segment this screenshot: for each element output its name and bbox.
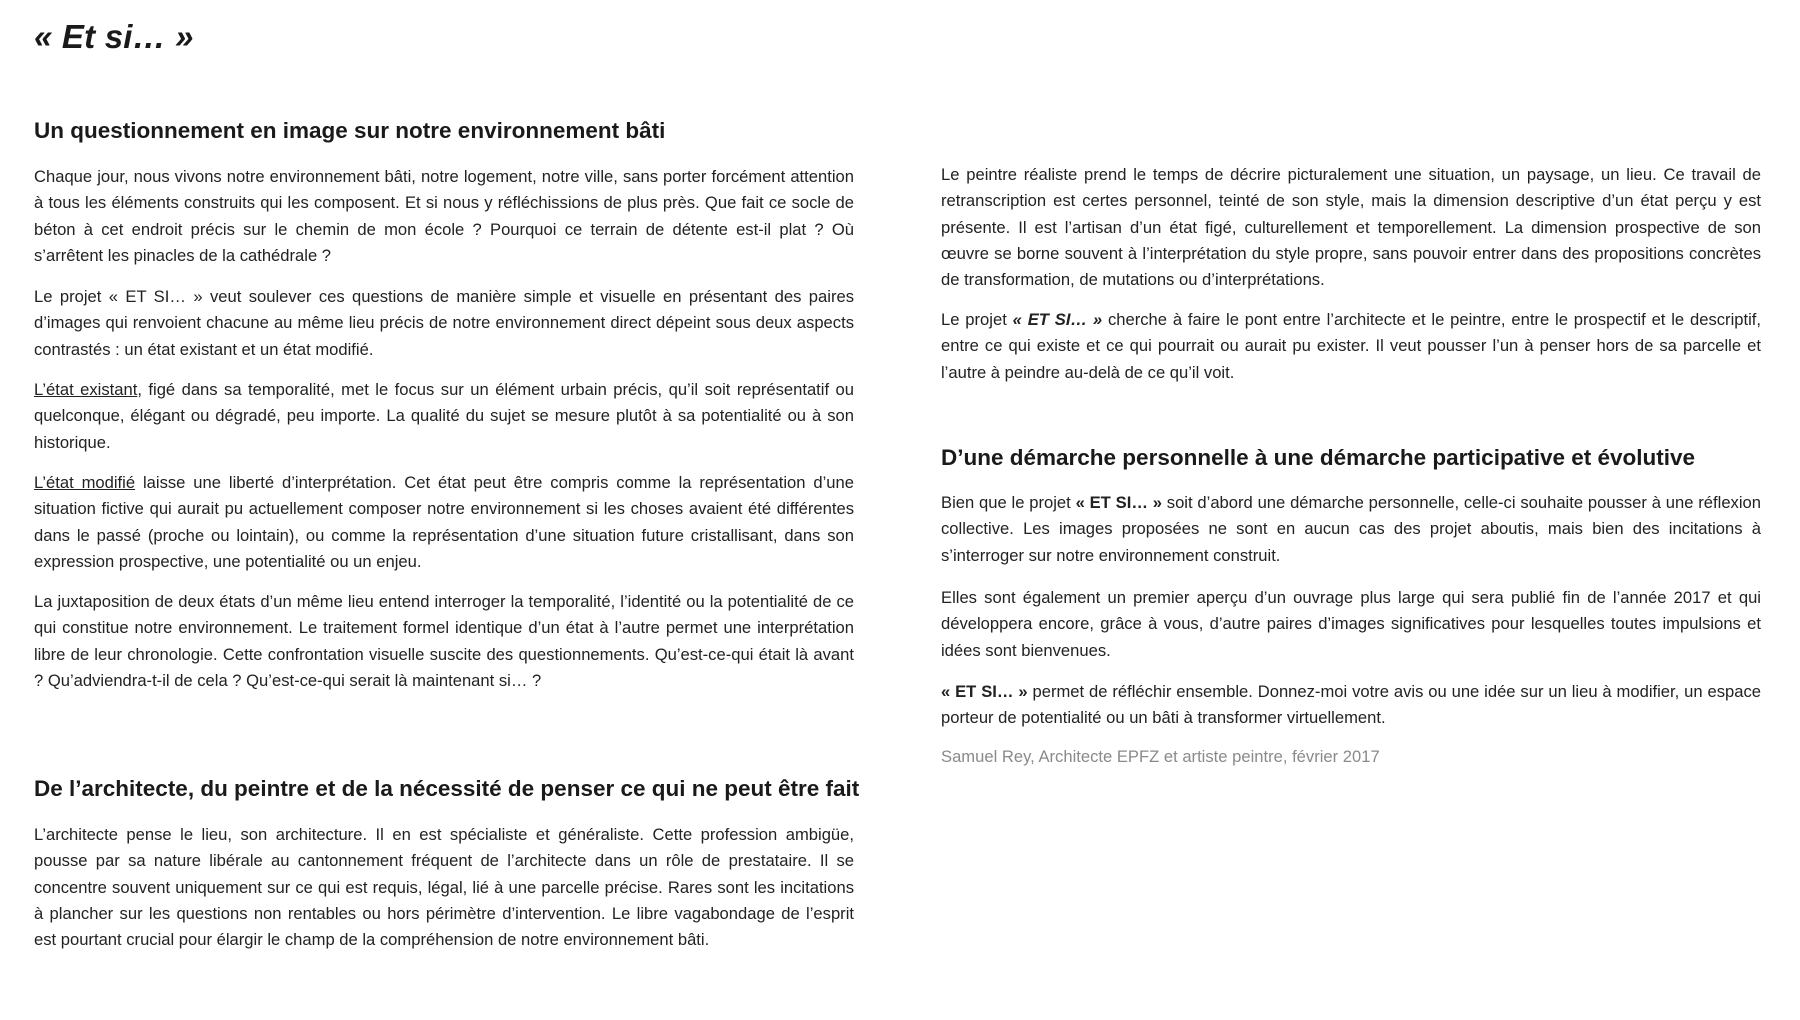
paragraph-etat-modifie-text: laisse une liberté d’interprétation. Cet état peut être compris comme la représentation d’une situation fictive qui aurait pu actuellement composer notre environnement si les choses avaient été différentes dans le passé (proche ou lointain), ou comme la représentation d’une situation future cristallisant, dans son expression prospective, une potentialité ou un enjeu. [34,473,854,571]
page-title: « Et si… » [34,18,194,55]
project-name: « ET SI… » [941,682,1028,701]
paragraph-pont-after: cherche à faire le pont entre l’architecte et le peintre, entre le prospectif et le descriptif, entre ce qui existe et ce qui pourrait ou aurait pu exister. Il veut pousser l’un à penser hors de sa parcelle et l’autre à peindre au-delà de ce qu’il voit. [941,310,1762,382]
paragraph-architecte: L’architecte pense le lieu, son architecture. Il en est spécialiste et généraliste. Cette profession ambigüe, pousse par sa nature libérale au cantonnement fréquent de l’architecte dans un rôle de prestataire. Il se concentre souvent uniquement sur ce qui est requis, légal, lié à une parcelle précise. Rares sont les incitations à plancher sur les questions non rentables ou hors périmètre d’intervention. Le libre vagabondage de l’esprit est pourtant crucial pour élargir le champ de la compréhension de notre environnement bâti. [34,825,854,950]
term-etat-modifie: L’état modifié [34,473,136,492]
author-signature: Samuel Rey, Architecte EPFZ et artiste peintre, février 2017 [941,747,1380,766]
paragraph-etat-modifie [34,470,854,575]
project-name: « ET SI… » [1012,310,1103,329]
paragraph-demarche-before: Bien que le projet [941,493,1076,512]
section-heading-demarche: D’une démarche personnelle à une démarche participative et évolutive [941,445,1696,470]
paragraph-reflechir-text: permet de réfléchir ensemble. Donnez-moi votre avis ou une idée sur un lieu à modifier, un espace porteur de potentialité ou un bâti à transformer virtuellement. [941,682,1761,728]
paragraph-reflechir [941,679,1761,732]
paragraph-ouvrage: Elles sont également un premier aperçu d’un ouvrage plus large qui sera publié fin de l’année 2017 et qui développera encore, grâce à vous, d’autre paires d’images significatives pour lesquelles toutes impulsions et idées sont bienvenues. [941,588,1761,660]
paragraph-etat-existant [34,377,854,456]
paragraph-intro: Chaque jour, nous vivons notre environnement bâti, notre logement, notre ville, sans porter forcément attention à tous les éléments construits qui les composent. Et si nous y réfléchissions de plus près. Que fait ce socle de béton à cet endroit précis sur le chemin de mon école ? Pourquoi ce terrain de détente est-il plat ? Où s’arrêtent les pinacles de la cathédrale ? [34,167,854,265]
paragraph-projet: Le projet « ET SI… » veut soulever ces questions de manière simple et visuelle en présentant des paires d’images qui renvoient chacune au même lieu précis de notre environnement direct dépeint sous deux aspects contrastés : un état existant et un état modifié. [34,287,854,359]
section-heading-questionnement: Un questionnement en image sur notre environnement bâti [34,118,666,143]
paragraph-pont-before: Le projet [941,310,1013,329]
paragraph-pont [941,307,1761,386]
paragraph-etat-existant-text: , figé dans sa temporalité, met le focus sur un élément urbain précis, qu’il soit représentatif ou quelconque, élégant ou dégradé, peu importe. La qualité du sujet se mesure plutôt à sa potentialité ou à son historique. [34,380,854,452]
paragraph-demarche [941,490,1761,569]
term-etat-existant: L’état existant [34,380,138,399]
section-heading-architecte: De l’architecte, du peintre et de la nécessité de penser ce qui ne peut être fait [34,776,860,801]
paragraph-peintre: Le peintre réaliste prend le temps de décrire picturalement une situation, un paysage, un lieu. Ce travail de retranscription est certes personnel, teinté de son style, mais la dimension descriptive d’un état perçu y est présente. Il est l’artisan d’un état figé, culturellement et temporellement. La dimension prospective de son œuvre se borne souvent à l’interprétation du style propre, sans pouvoir entrer dans des propositions concrètes de transformation, de mutations ou d’interprétations. [941,165,1761,290]
paragraph-demarche-after: soit d’abord une démarche personnelle, celle-ci souhaite pousser à une réflexion collective. Les images proposées ne sont en aucun cas des projet aboutis, mais bien des incitations à s’interroger sur notre environnement construit. [941,493,1761,565]
paragraph-juxtaposition: La juxtaposition de deux états d’un même lieu entend interroger la temporalité, l’identité ou la potentialité de ce qui constitue notre environnement. Le traitement formel identique d’un état à l’autre permet une interprétation libre de leur chronologie. Cette confrontation visuelle suscite des questionnements. Qu’est-ce-qui était là avant ? Qu’adviendra-t-il de cela ? Qu’est-ce-qui serait là maintenant si… ? [34,592,854,690]
project-name: « ET SI… » [1075,493,1162,512]
